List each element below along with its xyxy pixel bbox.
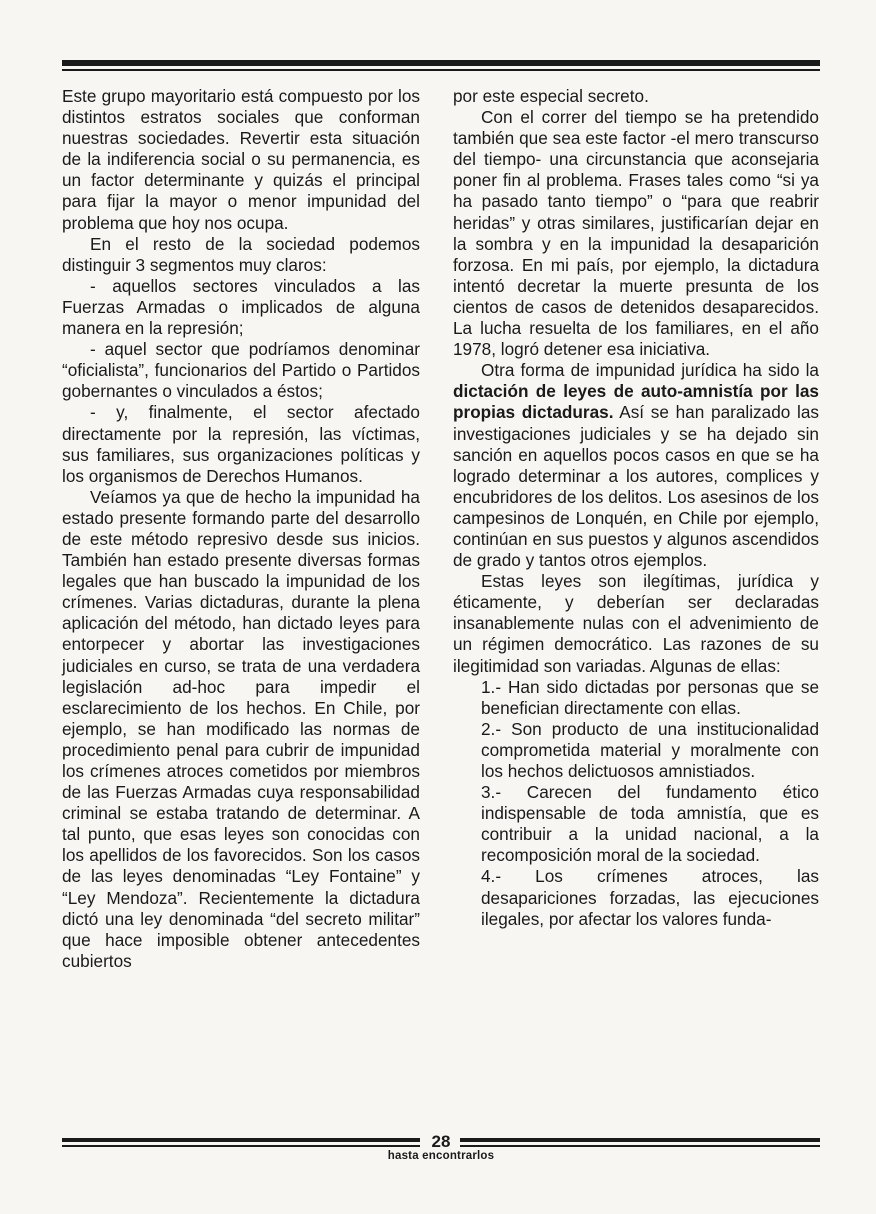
paragraph: Con el correr del tiempo se ha pretendido también que sea este factor -el mero transcurso del tiempo- una circunstancia que aconsejaria poner fin al problema. Frases tales como “si ya ha pasado tanto tiempo” o “para que reabrir heridas” y otras similares, justificarían dejar en la sombra y en la impunidad la desaparición forzosa. En mi país, por ejemplo, la dictadura intentó decretar la muerte presunta de los cientos de casos de detenidos desaparecidos. La lucha resuelta de los familiares, en el año 1978, logró detener esa iniciativa. xyxy=(453,107,819,360)
paragraph-text: Así se han paralizado las investigaciones judiciales y se ha dejado sin sanción en aquellos pocos casos en que se ha logrado determinar a los autores, complices y encubridores de los delitos. Los asesinos de los campesinos de Lonquén, en Chile por ejemplo, continúan en sus puestos y algunos ascendidos de grado y tantos otros ejemplos. xyxy=(453,402,819,571)
numbered-item: 2.- Son producto de una institucionalidad comprometida material y moralmente con los hechos delictuosos amnistiados. xyxy=(481,718,819,781)
numbered-item: 1.- Han sido dictadas por personas que se benefician directamente con ellas. xyxy=(481,676,819,718)
list-item: - y, finalmente, el sector afectado directamente por la represión, las víctimas, sus familiares, sus organizaciones políticas y los organismos de Derechos Humanos. xyxy=(62,402,420,486)
footer-rule-right xyxy=(460,1138,820,1148)
list-item: - aquellos sectores vinculados a las Fuerzas Armadas o implicados de alguna manera en la represión; xyxy=(62,275,420,339)
emphasis-text: dictación de leyes de auto-amnistía por las propias dictaduras. xyxy=(453,381,819,423)
header-rule xyxy=(62,60,820,74)
numbered-item: 3.- Carecen del fundamento ético indispensable de toda amnistía, que es contribuir a la unidad nacional, a la recomposición moral de la sociedad. xyxy=(481,782,819,866)
numbered-item: 4.- Los crímenes atroces, las desapariciones forzadas, las ejecuciones ilegales, por afectar los valores funda- xyxy=(481,866,819,929)
right-column xyxy=(453,86,819,930)
paragraph: Estas leyes son ilegítimas, jurídica y éticamente, y deberían ser declaradas insanablemente nulas con el advenimiento de un régimen democrático. Las razones de su ilegitimidad son variadas. Algunas de ellas: xyxy=(453,571,819,676)
footer-rule-left xyxy=(62,1138,420,1148)
paragraph xyxy=(453,360,819,571)
list-item: - aquel sector que podríamos denominar “oficialista”, funcionarios del Partido o Partidos gobernantes o vinculados a éstos; xyxy=(62,339,420,402)
paragraph: Veíamos ya que de hecho la impunidad ha estado presente formando parte del desarrollo de este método represivo desde sus inicios. También han estado presente diversas formas legales que han buscado la impunidad de los crímenes. Varias dictaduras, durante la plena aplicación del método, han dictado leyes para entorpecer y abortar las investigaciones judiciales en curso, se trata de una verdadera legislación ad-hoc para impedir el esclarecimiento de los hechos. En Chile, por ejemplo, se han modificado las normas de procedimiento penal para cubrir de impunidad los crímenes atroces cometidos por miembros de las Fuerzas Armadas cuya responsabilidad criminal se estaba tratando de determinar. A tal punto, que esas leyes son conocidas con los apellidos de los favorecidos. Son los casos de las leyes denominadas “Ley Fontaine” y “Ley Mendoza”. Recientemente la dictadura dictó una ley denominada “del secreto militar” que hace imposible obtener antecedentes cubiertos xyxy=(62,486,420,971)
page-number: 28 xyxy=(431,1132,451,1151)
paragraph-text: Otra forma de impunidad jurídica ha sido la xyxy=(481,360,819,381)
page-footer xyxy=(62,1134,820,1168)
paragraph: En el resto de la sociedad podemos distinguir 3 segmentos muy claros: xyxy=(62,233,420,275)
paragraph: por este especial secreto. xyxy=(453,86,649,106)
paragraph: Este grupo mayoritario está compuesto por los distintos estratos sociales que conforman nuestras sociedades. Revertir esta situación de la indiferencia social o su permanencia, es un factor determinante y quizás el principal para fijar la mayor o menor impunidad del problema que hoy nos ocupa. xyxy=(62,86,420,233)
footer-caption: hasta encontrarlos xyxy=(387,1150,495,1162)
left-column xyxy=(62,86,420,972)
